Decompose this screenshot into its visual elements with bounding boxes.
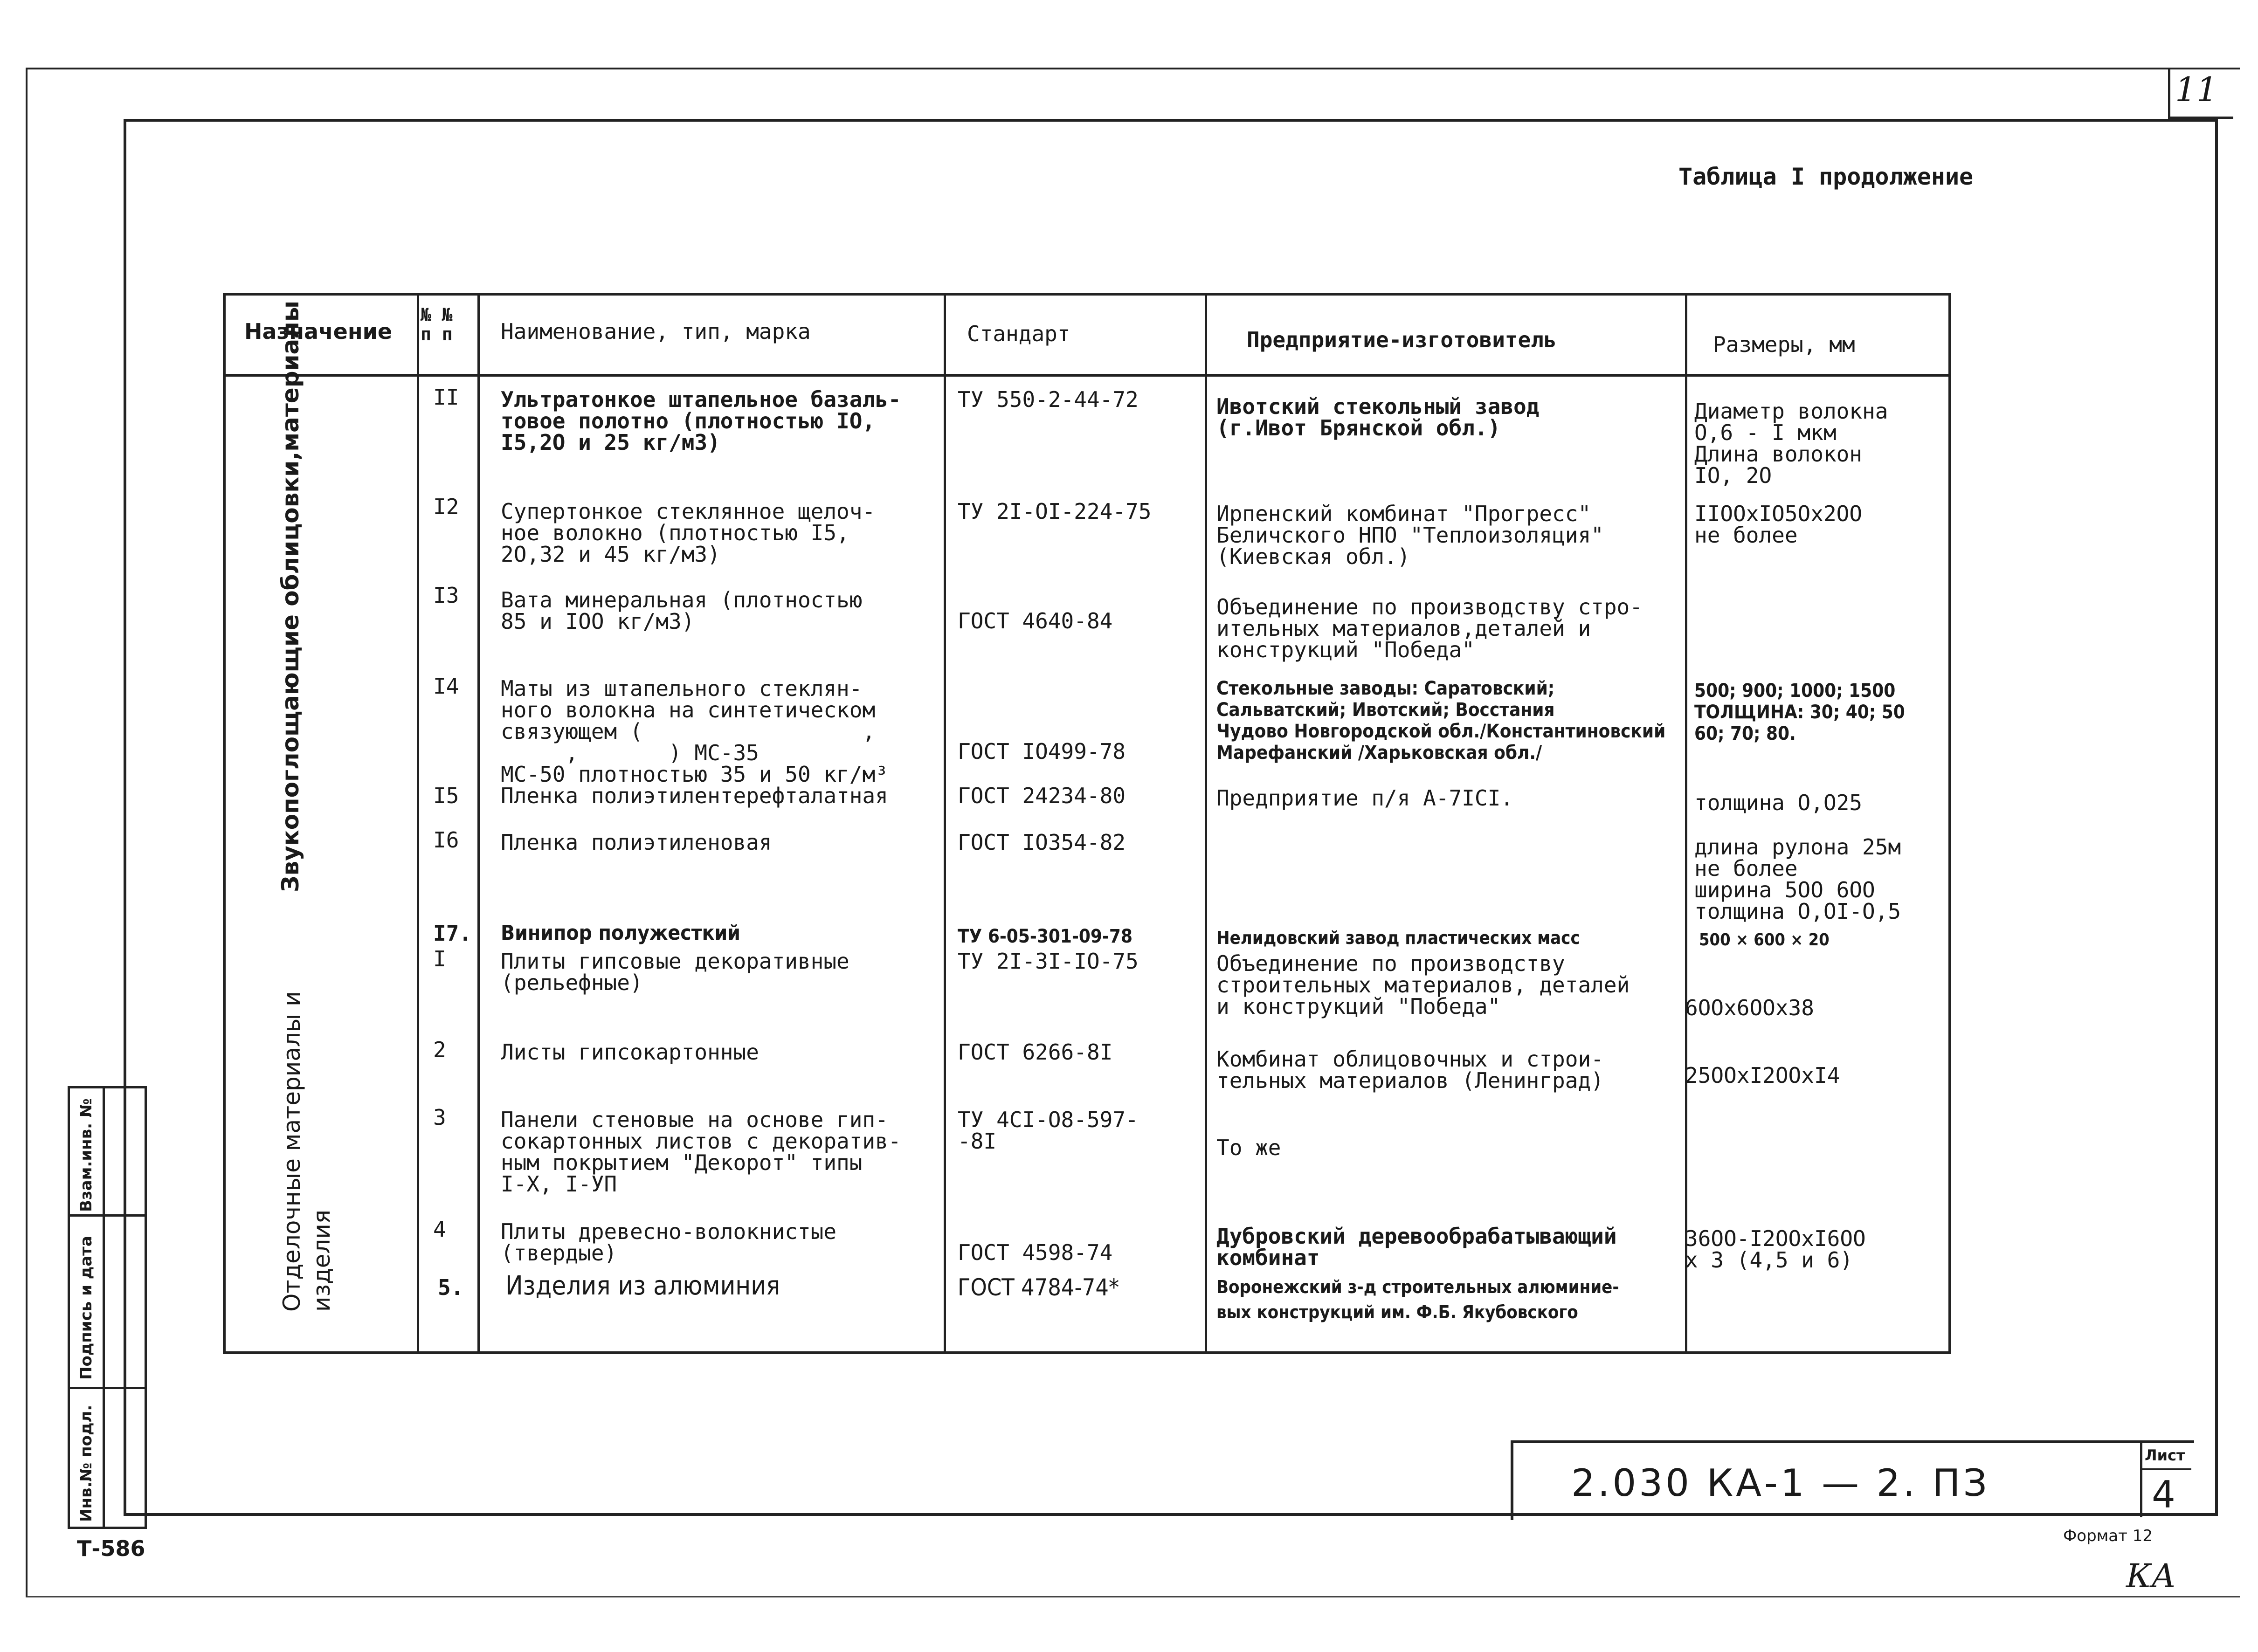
row-standard: ТУ 4СI-О8-597- -8I <box>958 1107 1139 1154</box>
row-maker: Стекольные заводы: Саратовский; Сальватский; Ивотский; Восстания Чудово Новгородской обл./Константиновский Марефанский /Харьковская обл./ <box>1216 678 1666 764</box>
row-name: Винипор полужесткий <box>501 921 741 945</box>
row-num: I7. <box>433 921 472 946</box>
row-standard: ТУ 2I-OI-224-75 <box>958 499 1152 524</box>
row-name: Ультратонкое штапельное базаль- товое полотно (плотностью IО, I5,2О и 25 кг/м3) <box>501 387 901 455</box>
header-num: № № п п <box>421 304 453 344</box>
row-sizes: 500; 900; 1000; 1500 ТОЛЩИНА: 30; 40; 50 60; 70; 80. <box>1694 680 1905 744</box>
row-standard: ТУ 6-05-301-09-78 <box>958 926 1132 947</box>
row-standard: ГОСТ IО499-78 <box>958 739 1126 764</box>
header-divider <box>226 374 1948 377</box>
row-num: I2 <box>433 494 459 519</box>
row-name: Листы гипсокартонные <box>501 1039 759 1065</box>
row-name: Пленка полиэтиленовая <box>501 830 772 855</box>
row-num: I <box>433 946 446 971</box>
row-sizes: Диаметр волокна О,6 - I мкм Длина волокон IО, 2О <box>1694 399 1888 488</box>
row-num: 5. <box>438 1275 464 1300</box>
strip-label-signature: Подпись и дата <box>77 1236 96 1380</box>
row-standard: ГОСТ 4598-74 <box>958 1240 1113 1265</box>
row-maker: Воронежский з-д строительных алюминие- вых конструкций им. Ф.Б. Якубовского <box>1216 1277 1619 1322</box>
row-name: Вата минеральная (плотностью 85 и IОО кг/м3) <box>501 587 863 634</box>
row-maker: Ирпенский комбинат "Прогресс" Беличского НПО "Теплоизоляция" (Киевская обл.) <box>1216 501 1604 569</box>
document-code: 2.030 КА-1 — 2. ПЗ <box>1571 1461 1990 1505</box>
row-maker: Ивотский стекольный завод (г.Ивот Брянской обл.) <box>1216 394 1540 441</box>
header-purpose: Назначение <box>244 319 393 344</box>
row-sizes: IIООхIО5Ох2ОО не более <box>1694 501 1863 548</box>
group-finishing: Отделочные материалы и изделия <box>278 991 335 1312</box>
sheet-number-top: 11 <box>2175 70 2218 109</box>
strip-divider <box>103 1088 105 1527</box>
strip-divider <box>70 1387 145 1389</box>
doc-series-code: Т-586 <box>77 1536 145 1561</box>
archive-strip <box>68 1086 147 1529</box>
materials-table <box>223 293 1951 1354</box>
row-num: 3 <box>433 1105 446 1130</box>
row-sizes: 25ООхI2ООхI4 <box>1685 1063 1840 1088</box>
row-sizes: толщина О,О25 <box>1694 790 1863 815</box>
table-title: Таблица I продолжение <box>1678 163 1974 190</box>
row-num: 2 <box>433 1037 446 1062</box>
col-divider <box>1685 296 1687 1351</box>
row-sizes: 500 × 600 × 20 <box>1699 930 1830 950</box>
row-name: Плиты древесно-волокнистые (твердые) <box>501 1219 837 1266</box>
row-name: Изделия из алюминия <box>505 1271 780 1301</box>
initials: КА <box>2126 1557 2176 1595</box>
row-maker: Предприятие п/я А-7IСI. <box>1216 785 1513 811</box>
row-standard: ГОСТ 24234-80 <box>958 783 1126 808</box>
row-num: II <box>433 385 459 410</box>
row-standard: ГОСТ 4640-84 <box>958 608 1113 633</box>
header-name: Наименование, тип, марка <box>501 319 811 344</box>
row-name: Маты из штапельного стеклян- ного волокна на синтетическом связующем ( , , ) МС-35 МС-50 плотностью 35 и 50 кг/м³ <box>501 676 888 787</box>
row-name: Панели стеновые на основе гип- сокартонных листов с декоратив- ным покрытием "Декорот" типы I-Х, I-УП <box>501 1107 901 1197</box>
strip-label-inventory: Инв.№ подл. <box>77 1404 96 1522</box>
row-standard: ТУ 2I-3I-IО-75 <box>958 949 1139 974</box>
header-maker: Предприятие-изготовитель <box>1247 327 1557 352</box>
row-standard: ТУ 550-2-44-72 <box>958 387 1139 412</box>
row-sizes: 36ОО-I2ООхI6ОО х 3 (4,5 и 6) <box>1685 1226 1866 1273</box>
row-standard: ГОСТ 6266-8I <box>958 1039 1113 1065</box>
row-name: Пленка полиэтилентерефталатная <box>501 783 888 808</box>
row-name: Плиты гипсовые декоративные (рельефные) <box>501 949 849 995</box>
col-divider <box>1205 296 1207 1351</box>
row-maker: Дубровский деревообрабатывающий комбинат <box>1216 1224 1617 1270</box>
header-sizes: Размеры, мм <box>1713 332 1855 357</box>
sheet-number: 4 <box>2152 1473 2175 1516</box>
row-standard: ГОСТ IО354-82 <box>958 830 1126 855</box>
sheet-box-divider <box>2140 1468 2191 1470</box>
sheet-label: Лист <box>2145 1446 2185 1464</box>
strip-label-replacement: Взам.инв. № <box>77 1098 96 1212</box>
row-sizes: длина рулона 25м не более ширина 5ОО 6ОО толщина О,ОI-О,5 <box>1694 834 1901 924</box>
row-num: I4 <box>433 674 459 699</box>
row-sizes: 6ООх6ООх38 <box>1685 995 1814 1020</box>
row-maker: Объединение по производству строительных материалов, деталей и конструкций "Победа" <box>1216 951 1630 1019</box>
format-label: Формат 12 <box>2063 1527 2153 1545</box>
row-maker: Комбинат облицовочных и строи- тельных материалов (Ленинград) <box>1216 1046 1604 1093</box>
col-divider <box>944 296 946 1351</box>
row-name: Супертонкое стеклянное щелоч- ное волокно (плотностью I5, 2О,32 и 45 кг/м3) <box>501 499 876 567</box>
row-maker: Нелидовский завод пластических масс <box>1216 928 1580 948</box>
row-num: I3 <box>433 583 459 608</box>
strip-divider <box>70 1214 145 1217</box>
header-standard: Стандарт <box>967 321 1070 346</box>
row-maker: То же <box>1216 1135 1281 1160</box>
row-num: I6 <box>433 827 459 853</box>
row-standard: ГОСТ 4784-74* <box>958 1274 1119 1301</box>
col-divider <box>477 296 480 1351</box>
row-maker: Объединение по производству стро- ительных материалов,деталей и конструкций "Победа" <box>1216 594 1643 662</box>
group-sound-absorbing: Звукопоглощающие облицовки,материалы <box>277 300 304 892</box>
col-divider <box>417 296 419 1351</box>
row-num: 4 <box>433 1217 446 1242</box>
row-num: I5 <box>433 783 459 808</box>
